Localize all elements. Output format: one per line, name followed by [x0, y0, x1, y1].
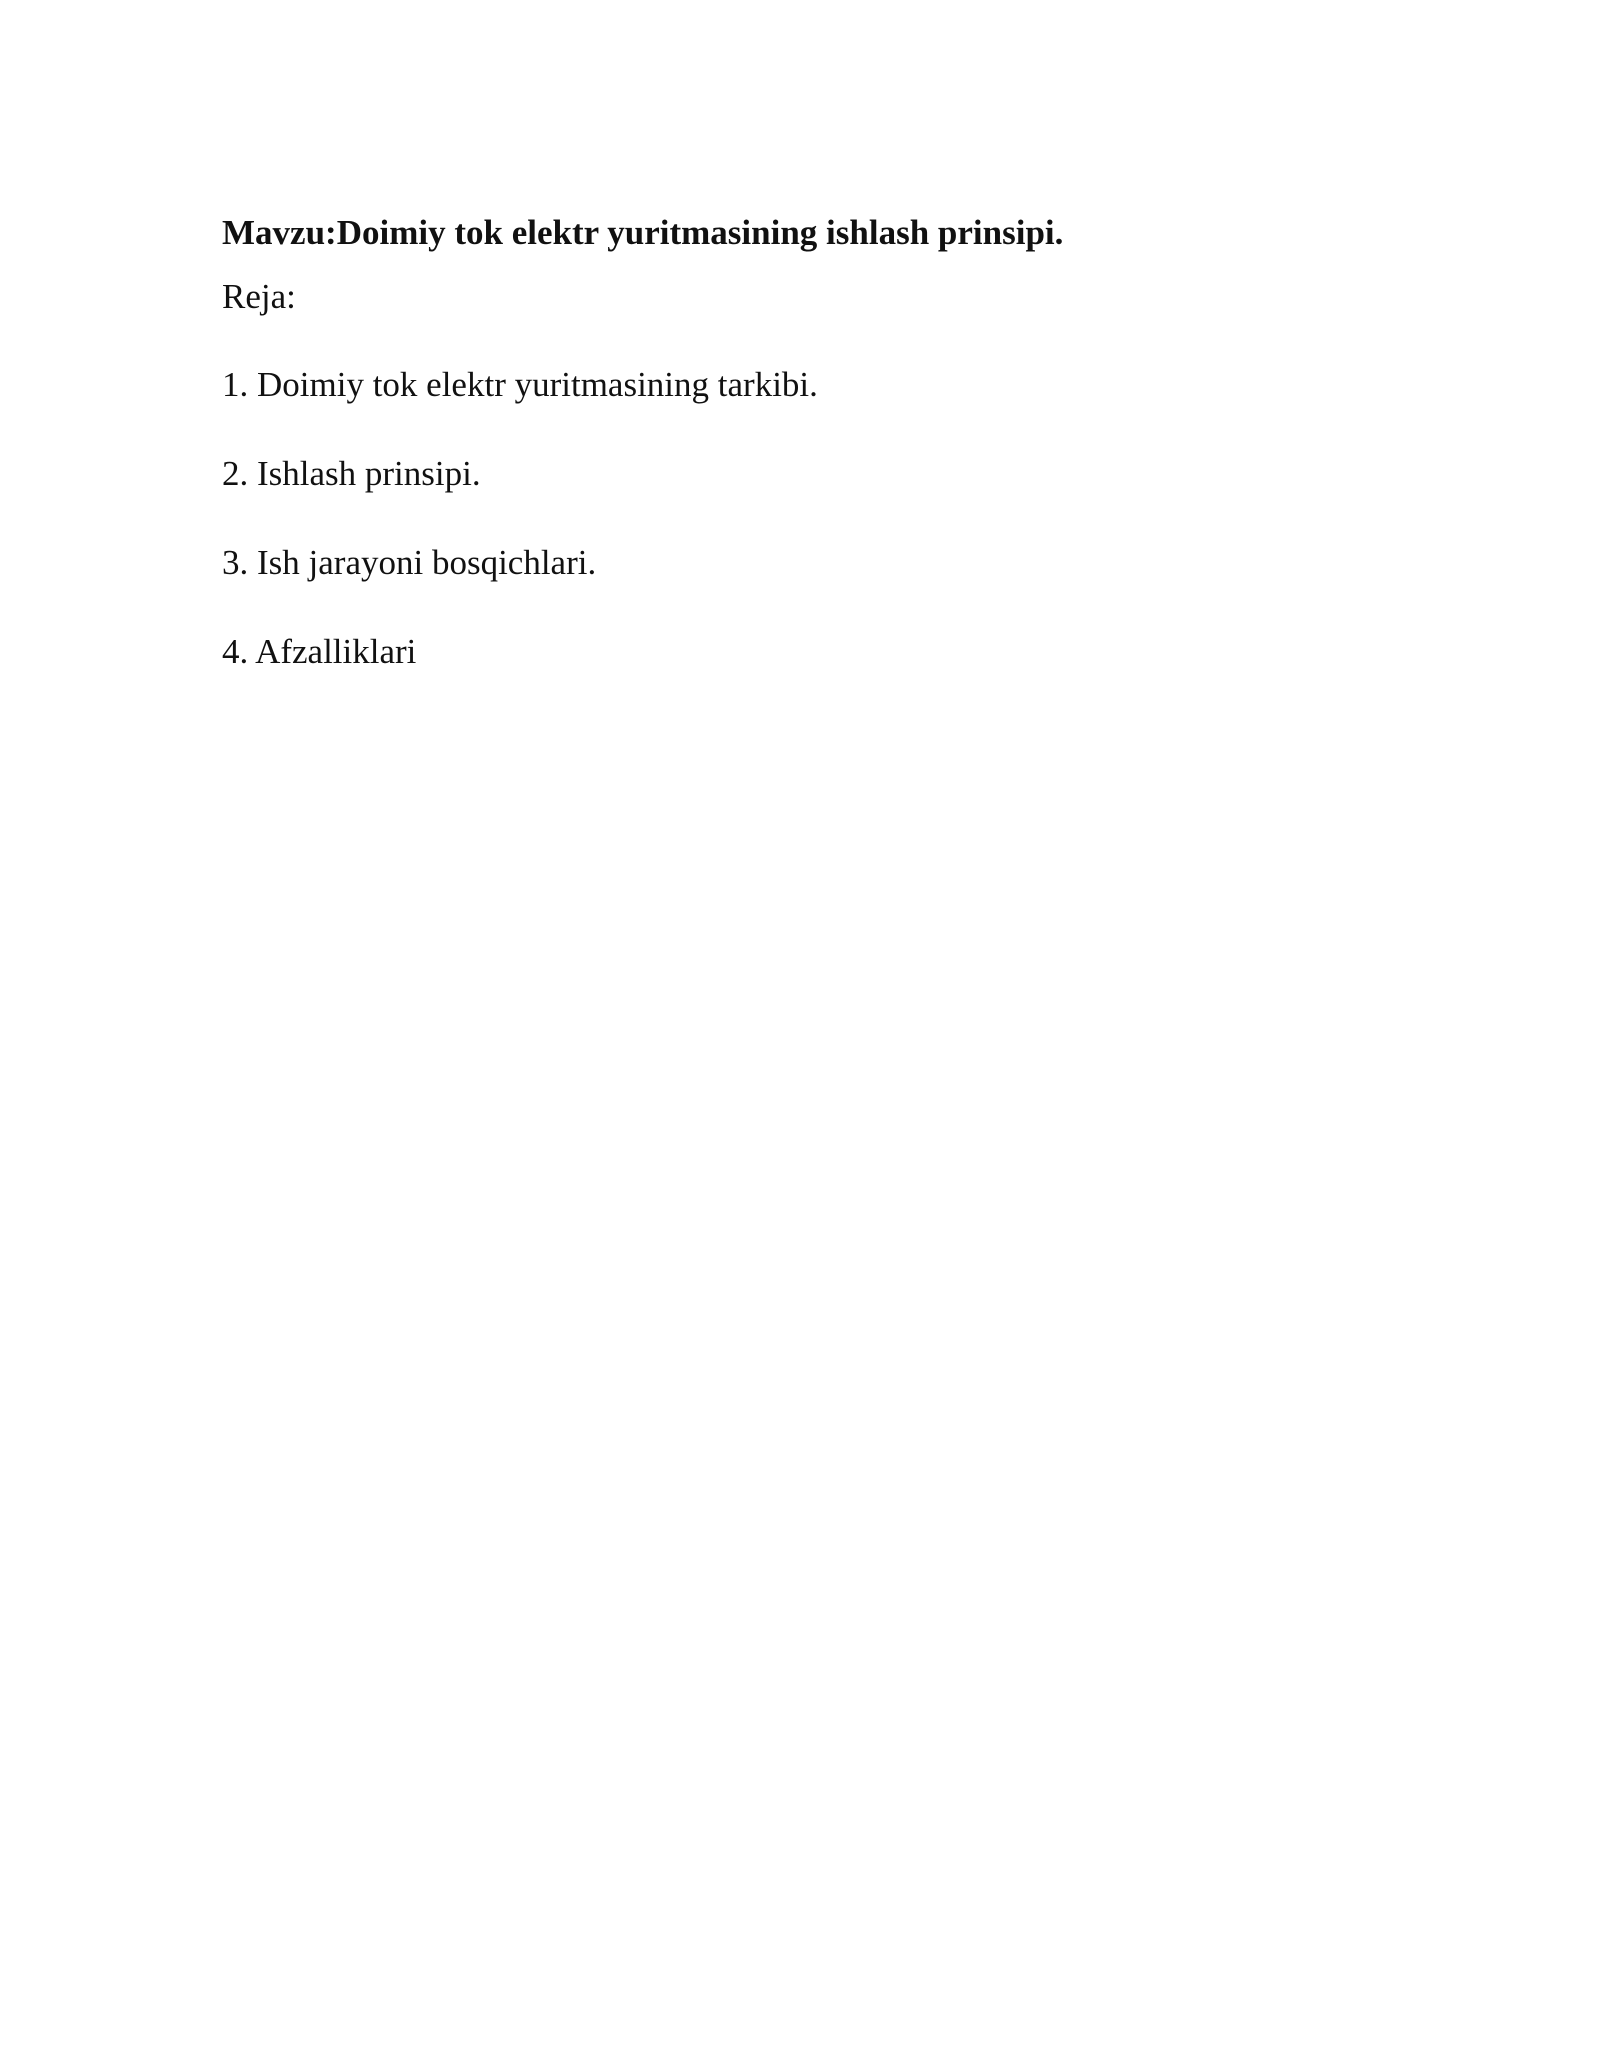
- plan-item: 1. Doimiy tok elektr yuritmasining tarkibi.: [222, 365, 818, 404]
- plan-label: Reja:: [222, 277, 296, 316]
- plan-list: [222, 357, 1382, 680]
- plan-item: 4. Afzalliklari: [222, 632, 417, 671]
- document-title: Mavzu:Doimiy tok elektr yuritmasining ishlash prinsipi.: [222, 213, 1064, 252]
- document-content: [222, 205, 1382, 713]
- plan-item: 3. Ish jarayoni bosqichlari.: [222, 543, 597, 582]
- plan-item: 2. Ishlash prinsipi.: [222, 454, 481, 493]
